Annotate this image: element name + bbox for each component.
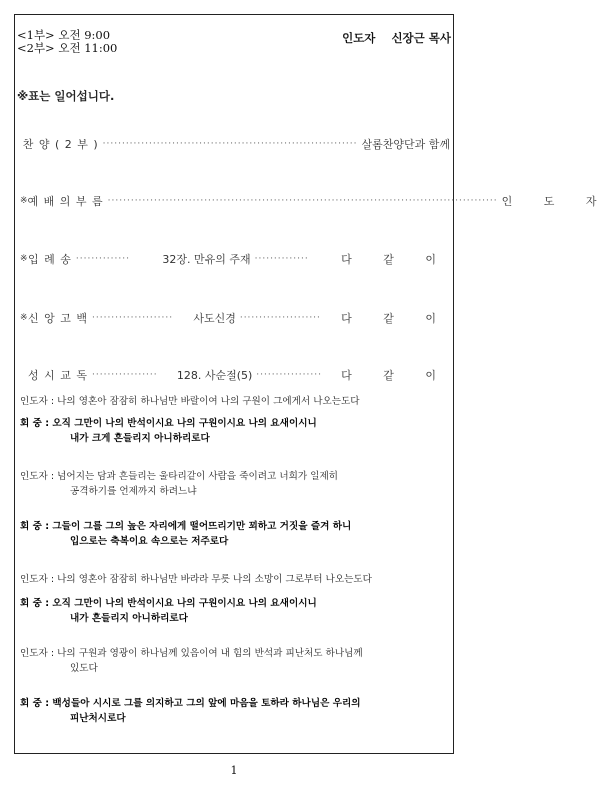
order-detail: 사도신경 [193,312,236,325]
order-item-praise [20,136,450,152]
star-mark: ※ [20,196,28,206]
leader-info [342,30,451,46]
leader-label: 인도자 [342,31,376,45]
order-title: 성 시 교 독 [28,369,88,382]
order-leader: 다 같 이 [341,253,450,266]
star-mark: ※ [20,254,28,264]
order-title: 신 앙 고 백 [28,312,88,325]
standing-note: ※표는 일어섭니다. [17,89,115,103]
speaker-label: 회 중 : [20,418,50,429]
reading-text: 그들이 그를 그의 높은 자리에게 떨어뜨리기만 꾀하고 거짓을 즐겨 하니 [52,521,352,532]
reading-text: 피난처시로다 [70,713,126,724]
order-detail: 32장. 만유의 주재 [162,253,251,266]
reading-congregation-line [20,519,454,549]
reading-text: 있도다 [70,663,98,674]
reading-leader-line [20,646,454,676]
reading-text: 백성들아 시시로 그를 의지하고 그의 앞에 마음을 토하라 하나님은 우리의 [52,698,361,709]
reading-text: 오직 그만이 나의 반석이시요 나의 구원이시요 나의 요새이시니 [52,598,317,609]
order-item-call-to-worship [20,193,611,209]
order-title: 찬 양 ( 2 부 ) [22,138,99,151]
reading-text: 나의 영혼아 잠잠히 하나님만 바랄이여 나의 구원이 그에게서 나오는도다 [57,396,360,407]
order-leader: 인 도 자 [501,195,611,208]
reading-text: 공격하기를 언제까지 하려느냐 [70,486,197,497]
order-title: 예 배 의 부 름 [27,195,104,208]
leader-dots: ····································································································· [107,196,498,206]
leader-dots: ················· [256,370,322,380]
service-time-2: <2부> 오전 11:00 [17,41,118,55]
speaker-label: 회 중 : [20,521,50,532]
star-mark: ※ [20,313,28,323]
reading-text: 넘어지는 담과 흔들리는 울타리같이 사람을 죽이려고 너희가 일제히 [57,471,338,482]
order-leader: 다 같 이 [341,312,451,325]
reading-congregation-line [20,596,454,626]
order-item-opening-hymn [20,251,450,267]
leader-dots: ·············· [75,254,130,264]
page-number: 1 [230,764,238,777]
leader-dots: ·············· [254,254,309,264]
reading-text: 오직 그만이 나의 반석이시요 나의 구원이시요 나의 요새이시니 [52,418,317,429]
leader-dots: ·································································· [102,139,358,149]
speaker-label: 회 중 : [20,698,50,709]
reading-text: 입으로는 축복이요 속으로는 저주로다 [70,536,229,547]
speaker-label: 인도자 : [20,471,55,482]
order-leader: 살롬찬양단과 함께 [361,138,450,151]
order-item-creed [20,310,450,326]
reading-leader-line [20,394,454,409]
service-times [17,29,117,55]
reading-leader-line [20,572,454,587]
order-detail: 128. 사순절(5) [176,369,253,382]
reading-text: 내가 흔들리지 아니하리로다 [70,613,188,624]
reading-text: 내가 크게 흔들리지 아니하리로다 [70,433,210,444]
order-title: 입 례 송 [28,253,72,266]
service-time-1: <1부> 오전 9:00 [17,28,111,42]
order-item-responsive-reading [20,367,450,383]
page-frame [14,14,454,754]
speaker-label: 인도자 : [20,648,55,659]
leader-dots: ····················· [92,313,174,323]
speaker-label: 인도자 : [20,396,55,407]
leader-name: 신장근 목사 [391,31,451,45]
speaker-label: 회 중 : [20,598,50,609]
reading-congregation-line [20,696,454,726]
order-leader: 다 같 이 [341,369,451,382]
reading-congregation-line [20,416,454,446]
speaker-label: 인도자 : [20,574,55,585]
leader-dots: ················· [92,370,158,380]
leader-dots: ····················· [239,313,321,323]
reading-leader-line [20,469,454,499]
reading-text: 나의 영혼아 잠잠히 하나님만 바라라 무릇 나의 소망이 그로부터 나오는도다 [57,574,372,585]
reading-text: 나의 구원과 영광이 하나님께 있음이여 내 힘의 반석과 피난처도 하나님께 [57,648,363,659]
